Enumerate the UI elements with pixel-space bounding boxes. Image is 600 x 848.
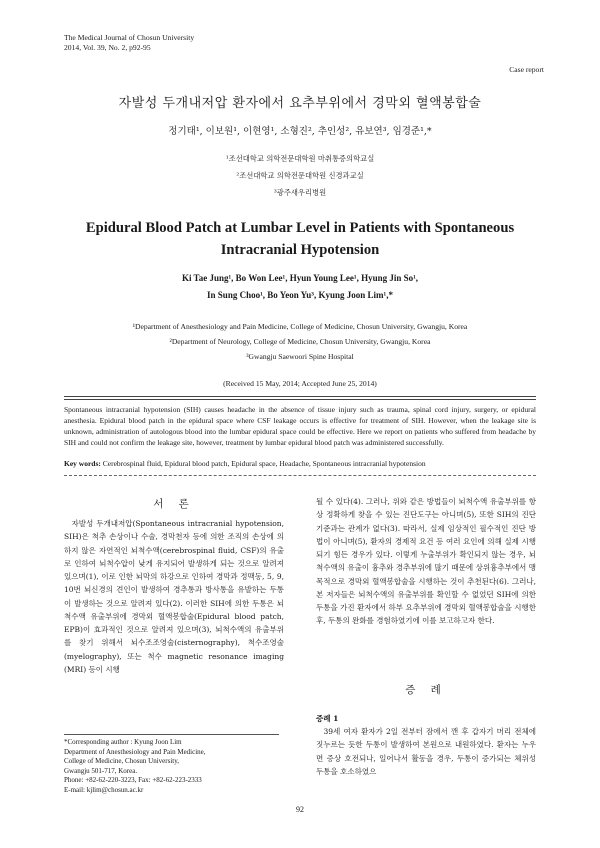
english-affiliations (0, 319, 600, 364)
journal-name: The Medical Journal of Chosun University (64, 33, 195, 42)
case-label: 증례 1 (316, 714, 339, 723)
footnote-line: Phone: +82-62-220-3223, Fax: +82-62-223-2333 (64, 776, 202, 784)
english-affiliation: ³Gwangju Saewoori Spine Hospital (246, 352, 354, 361)
keywords (64, 459, 536, 468)
english-affiliation: ¹Department of Anesthesiology and Pain Medicine, College of Medicine, Chosun University, Gwangju, Korea (132, 322, 468, 331)
intro-continued-paragraph: 될 수 있다(4). 그러나, 위와 같은 방법들이 뇌척수액 유출부위를 항상 정확하게 찾을 수 있는 진단도구는 아니며(5), 또한 SIH의 진단 기준과는 관계가 없다(3). 따라서, 실제 임상적인 필수적인 진단 방법이 아니며(5), 환자의 경제적 요건 등 여러 요인에 의해 실제 시행되기 힘든 경우가 있다. 이렇게 누출부위가 확인되지 않는 경우, 뇌척수액의 유출이 흉추와 경추부위에 많기 때문에 상위흉추부에서 맹목적으로 경막외 혈액봉합술을 시행하는 것이 추천된다(6). 그러나, 본 저자들은 뇌척수액의 유출부위를 확인할 수 없었던 SIH에 의한 두통을 가진 환자에서 하부 요추부위에 경막외 혈액봉합술을 시행한 후, 두통의 완화를 경험하였기에 이를 보고하고자 한다. (316, 497, 536, 626)
english-authors-line: Ki Tae Jung¹, Bo Won Lee¹, Hyun Young Lee¹, Hyung Jin So¹, (181, 273, 419, 283)
korean-authors: 정기태¹, 이보원¹, 이현영¹, 소형진², 추인성², 유보연³, 임경준¹,* (168, 126, 432, 137)
english-title-line: Intracranial Hypotension (220, 241, 380, 258)
footnote-line: *Corresponding author : Kyung Joon Lim (64, 738, 182, 746)
footnote-rule (64, 734, 279, 735)
english-title-line: Epidural Blood Patch at Lumbar Level in Patients with Spontaneous (85, 220, 515, 236)
journal-issue: 2014, Vol. 39, No. 2, p92-95 (64, 43, 151, 52)
english-affiliation: ²Department of Neurology, College of Medicine, Chosun University, Gwangju, Korea (169, 337, 431, 346)
case-paragraph: 39세 여자 환자가 2일 전부터 잠에서 깬 후 갑자기 머리 전체에 짓누르는 듯한 두통이 발생하여 본원으로 내원하였다. 환자는 누우면 증상 호전되나, 일어나서 활동을 경우, 두통이 증가되는 체위성 두통을 호소하였으 (316, 727, 536, 776)
case-heading: 증 례 (405, 684, 447, 696)
keywords-text: Cerebrospinal fluid, Epidural blood patch, Epidural space, Headache, Spontaneous intracranial hypotension (100, 459, 426, 468)
received-date: (Received 15 May, 2014; Accepted June 25, 2014) (223, 379, 377, 388)
korean-affiliation: ²조선대학교 의학전문대학원 신경과교실 (236, 171, 364, 180)
footnote-line: E-mail: kjlim@chosun.ac.kr (64, 785, 144, 794)
abstract-top-rule (64, 399, 536, 400)
article-type: Case report (509, 65, 544, 74)
page-number: 92 (296, 805, 304, 814)
keywords-label: Key words: (64, 459, 101, 468)
footnote-line: College of Medicine, Chosun University, (64, 757, 180, 765)
footnote-line: Department of Anesthesiology and Pain Medicine, (64, 747, 206, 756)
korean-affiliation: ¹조선대학교 의학전문대학원 마취통증의학교실 (225, 154, 375, 163)
footnote (64, 738, 284, 795)
intro-paragraph: 자발성 두개내저압(Spontaneous intracranial hypotension, SIH)은 척추 손상이나 수술, 경막천자 등에 의한 조직의 손상에 의하지 않은 자연적인 뇌척수액(cerebrospinal fluid, CSF)의 유출로 인하여 뇌척수압이 낮게 유지되어 발생하게 되는 것으로 알려져 있으며(1), 이로 인한 뇌막의 하강으로 인하여 경막과 정맥동, 5, 9, 10번 뇌신경의 견인이 발생하여 경추통과 방사통을 유발하는 두통이 발생하는 것으로 알려져 있다(2). 이러한 SIH에 의한 두통은 뇌척수액 유출부위에 경막외 혈액봉합술(Epidural blood patch, EPB)이 효과적인 것으로 알려져 있으며(3), 뇌척수액의 유출부위를 찾기 위해서 뇌수조조영술(cisternography), 척수조영술(myelography), 또는 척수 magnetic resonance imaging (MRI) 등이 시행 (64, 519, 284, 674)
abstract-bottom-rule (64, 475, 536, 476)
english-title (0, 218, 600, 261)
korean-title: 자발성 두개내저압 환자에서 요추부위에서 경막외 혈액봉합술 (118, 96, 482, 111)
abstract-top-rule (64, 396, 536, 397)
intro-heading: 서 론 (153, 498, 195, 510)
journal-header (64, 33, 194, 53)
korean-affiliation: ³광주새우리병원 (273, 188, 327, 197)
footnote-line: Gwangju 501-717, Korea. (64, 766, 138, 775)
abstract: Spontaneous intracranial hypotension (SIH) causes headache in the absence of tissue injury such as trauma, spinal cord injury, surgery, or epidural anesthesia. Epidural blood patch in the epidural space where CSF leakage occurs is effective for treatment of SIH. However, when the leakage site is unknown, administration of autologous blood into the lumbar epidural space could be effective. Here we report on patients who suffered from headache by SIH and could not confirm the leakage site, however, treatment by lumbar epidural blood patch was administered successfully. (64, 405, 536, 447)
korean-affiliations (0, 150, 600, 201)
english-authors-line: In Sung Choo¹, Bo Yeon Yu³, Kyung Joon Lim¹,* (207, 290, 393, 300)
english-authors (0, 270, 600, 304)
